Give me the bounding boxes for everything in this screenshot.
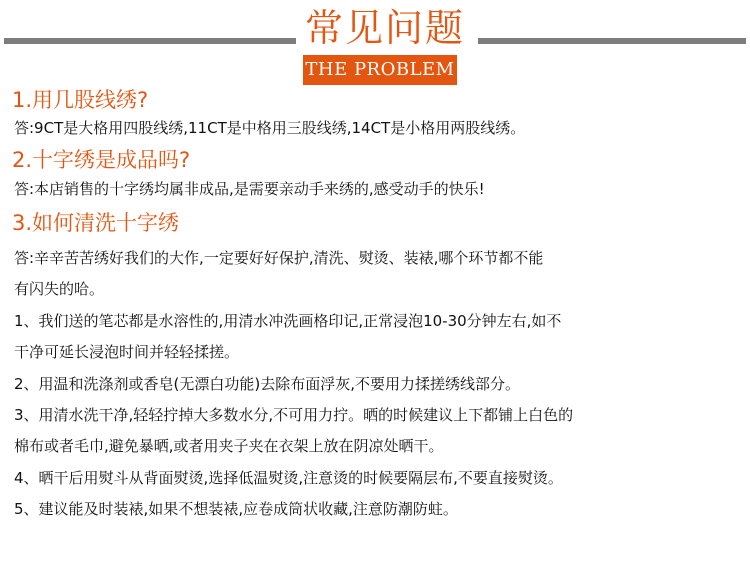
step-1-line-2: 干净可延长浸泡时间并轻轻揉搓。: [14, 343, 240, 361]
step-2: 2、用温和洗涤剂或香皂(无漂白功能)去除布面浮灰,不要用力揉搓绣线部分。: [14, 375, 521, 393]
step-3-line-2: 棉布或者毛巾,避免暴晒,或者用夹子夹在衣架上放在阴凉处晒干。: [14, 437, 444, 455]
answer-2: 答:本店销售的十字绣均属非成品,是需要亲动手来绣的,感受动手的快乐!: [14, 180, 485, 198]
answer-3-line-1: 答:辛辛苦苦绣好我们的大作,一定要好好保护,清洗、熨烫、装裱,哪个环节都不能: [14, 249, 544, 267]
question-3: 3.如何清洗十字绣: [12, 211, 180, 235]
answer-3-line-2: 有闪失的哈。: [14, 280, 105, 298]
question-2: 2.十字绣是成品吗?: [12, 148, 191, 172]
answer-1: 答:9CT是大格用四股线绣,11CT是中格用三股线绣,14CT是小格用两股线绣。: [14, 119, 526, 137]
question-1: 1.用几股线绣?: [12, 88, 149, 112]
header-banner: [0, 0, 750, 90]
step-1-line-1: 1、我们送的笔芯都是水溶性的,用清水冲洗画格印记,正常浸泡10-30分钟左右,如不: [14, 312, 562, 330]
step-5: 5、建议能及时装裱,如果不想装裱,应卷成筒状收藏,注意防潮防蛀。: [14, 500, 458, 518]
page-title: 常见问题: [304, 6, 465, 50]
step-4: 4、晒干后用熨斗从背面熨烫,选择低温熨烫,注意烫的时候要隔层布,不要直接熨烫。: [14, 469, 563, 487]
header-rule-right: [478, 38, 746, 44]
step-3-line-1: 3、用清水洗干净,轻轻拧掉大多数水分,不可用力拧。晒的时候建议上下都铺上白色的: [14, 406, 574, 424]
header-rule-left: [4, 38, 296, 44]
page-subtitle-badge: THE PROBLEM: [303, 55, 457, 85]
